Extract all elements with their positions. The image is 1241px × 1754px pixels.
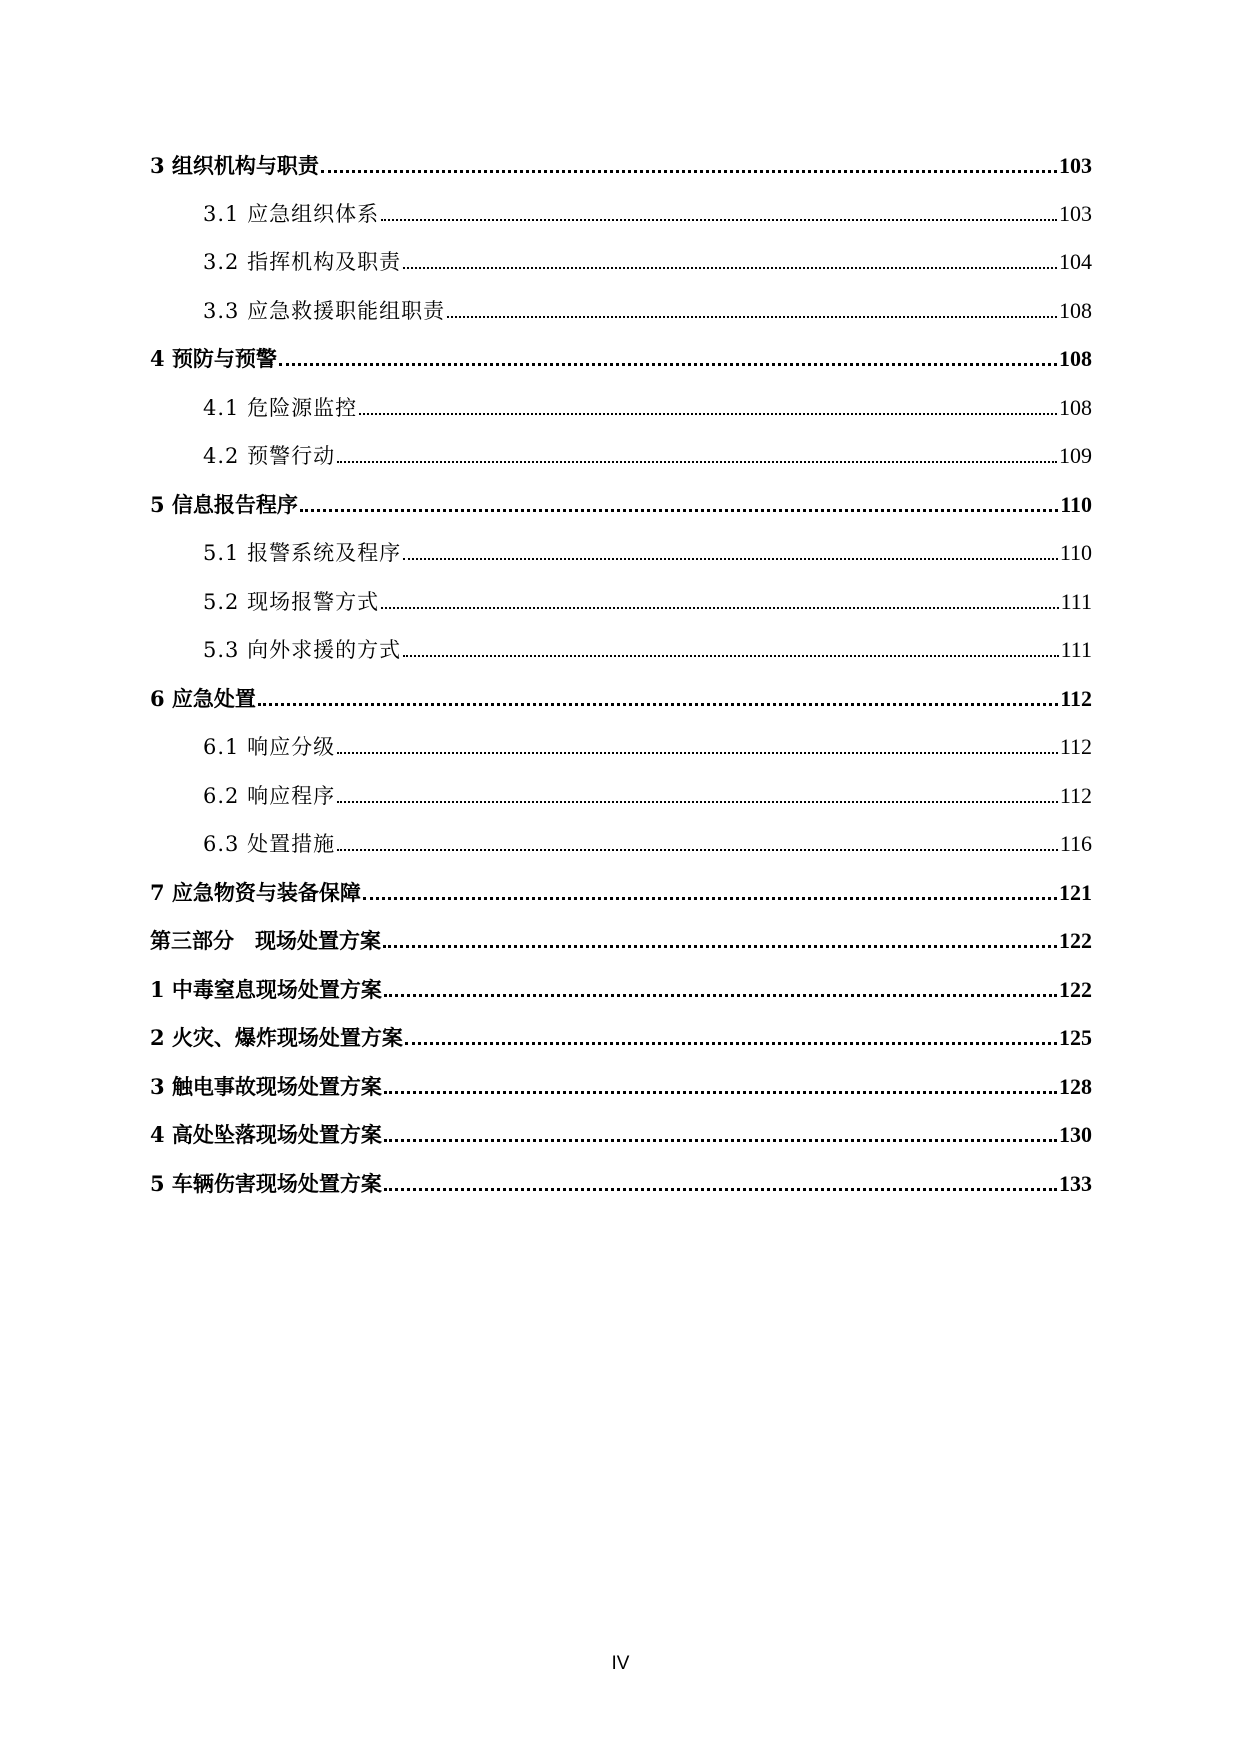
- toc-entry-page: 111: [1060, 637, 1092, 662]
- toc-entry[interactable]: [150, 485, 1092, 519]
- toc-entry[interactable]: [150, 679, 1092, 713]
- toc-entry[interactable]: [150, 873, 1092, 907]
- toc-dot-leader: [405, 1042, 1057, 1045]
- toc-entry-page: 104: [1059, 249, 1092, 274]
- toc-dot-leader: [363, 897, 1057, 900]
- toc-entry-title: 6.3 处置措施: [203, 832, 336, 856]
- toc-entry[interactable]: [150, 1115, 1092, 1149]
- toc-entry-title: 3 触电事故现场处置方案: [150, 1074, 382, 1099]
- toc-entry-title: 3 组织机构与职责: [150, 153, 319, 178]
- toc-entry-page: 112: [1059, 734, 1092, 759]
- toc-entry-page: 125: [1059, 1025, 1092, 1050]
- toc-entry-title: 7 应急物资与装备保障: [150, 880, 361, 905]
- toc-dot-leader: [258, 703, 1058, 706]
- toc-entry-page: 111: [1060, 589, 1092, 614]
- toc-dot-leader: [381, 607, 1059, 609]
- toc-entry[interactable]: [203, 727, 1092, 761]
- toc-dot-leader: [337, 801, 1058, 803]
- toc-dot-leader: [447, 316, 1057, 318]
- toc-entry-page: 112: [1059, 783, 1092, 808]
- toc-entry-title: 4.2 预警行动: [203, 444, 336, 468]
- toc-dot-leader: [383, 945, 1057, 948]
- toc-entry[interactable]: [203, 388, 1092, 422]
- toc-dot-leader: [300, 509, 1058, 512]
- toc-entry-title: 5.1 报警系统及程序: [203, 541, 402, 565]
- toc-entry[interactable]: [203, 582, 1092, 616]
- toc-entry-page: 133: [1059, 1171, 1092, 1196]
- toc-entry-page: 108: [1059, 298, 1092, 323]
- toc-entry-page: 110: [1060, 492, 1092, 517]
- toc-entry[interactable]: [150, 970, 1092, 1004]
- toc-dot-leader: [403, 267, 1057, 269]
- toc-entry-page: 122: [1059, 928, 1092, 953]
- toc-entry-title: 4.1 危险源监控: [203, 396, 358, 420]
- toc-entry[interactable]: [203, 630, 1092, 664]
- toc-dot-leader: [279, 363, 1057, 366]
- toc-entry-page: 103: [1059, 201, 1092, 226]
- toc-entry-page: 109: [1059, 443, 1092, 468]
- toc-entry-page: 112: [1060, 686, 1092, 711]
- toc-entry[interactable]: [203, 242, 1092, 276]
- toc-dot-leader: [337, 752, 1058, 754]
- toc-entry-page: 108: [1059, 395, 1092, 420]
- toc-dot-leader: [403, 558, 1058, 560]
- toc-entry-title: 6.1 响应分级: [203, 735, 336, 759]
- toc-dot-leader: [359, 413, 1057, 415]
- toc-entry[interactable]: [150, 1067, 1092, 1101]
- toc-entry-page: 122: [1059, 977, 1092, 1002]
- toc-entry-title: 5 车辆伤害现场处置方案: [150, 1171, 382, 1196]
- toc-dot-leader: [321, 170, 1057, 173]
- toc-entry-page: 116: [1059, 831, 1092, 856]
- toc-dot-leader: [337, 849, 1058, 851]
- toc-entry-title: 第三部分 现场处置方案: [150, 928, 381, 953]
- toc-dot-leader: [337, 461, 1057, 463]
- toc-entry[interactable]: [150, 921, 1092, 955]
- toc-dot-leader: [381, 219, 1057, 221]
- toc-entry-title: 5.3 向外求援的方式: [203, 638, 402, 662]
- toc-entry-title: 5 信息报告程序: [150, 492, 298, 517]
- toc-entry[interactable]: [203, 436, 1092, 470]
- page-number: IV: [611, 1653, 630, 1674]
- toc-dot-leader: [384, 1188, 1057, 1191]
- toc-entry[interactable]: [203, 824, 1092, 858]
- toc-dot-leader: [384, 1091, 1057, 1094]
- toc-entry-title: 2 火灾、爆炸现场处置方案: [150, 1025, 403, 1050]
- toc-dot-leader: [384, 1139, 1057, 1142]
- toc-entry-title: 4 高处坠落现场处置方案: [150, 1122, 382, 1147]
- toc-entry-title: 6 应急处置: [150, 686, 256, 711]
- toc-entry-title: 1 中毒窒息现场处置方案: [150, 977, 382, 1002]
- toc-entry[interactable]: [150, 146, 1092, 180]
- toc-entry[interactable]: [150, 1018, 1092, 1052]
- toc-entry-title: 5.2 现场报警方式: [203, 590, 380, 614]
- toc-entry-page: 103: [1059, 153, 1092, 178]
- toc-entry[interactable]: [150, 339, 1092, 373]
- toc-entry-title: 4 预防与预警: [150, 346, 277, 371]
- toc-entry-page: 110: [1059, 540, 1092, 565]
- toc-entry-page: 121: [1059, 880, 1092, 905]
- toc-entry[interactable]: [203, 776, 1092, 810]
- toc-entry[interactable]: [203, 291, 1092, 325]
- toc-dot-leader: [384, 994, 1057, 997]
- toc-entry-title: 6.2 响应程序: [203, 784, 336, 808]
- toc-entry-title: 3.3 应急救援职能组职责: [203, 299, 446, 323]
- toc-entry-page: 130: [1059, 1122, 1092, 1147]
- toc-entry-page: 108: [1059, 346, 1092, 371]
- toc-entry-title: 3.2 指挥机构及职责: [203, 250, 402, 274]
- toc-entry-title: 3.1 应急组织体系: [203, 202, 380, 226]
- toc-entry-page: 128: [1059, 1074, 1092, 1099]
- toc-entry[interactable]: [203, 194, 1092, 228]
- toc-entry[interactable]: [203, 533, 1092, 567]
- toc-dot-leader: [403, 655, 1059, 657]
- toc-entry[interactable]: [150, 1164, 1092, 1198]
